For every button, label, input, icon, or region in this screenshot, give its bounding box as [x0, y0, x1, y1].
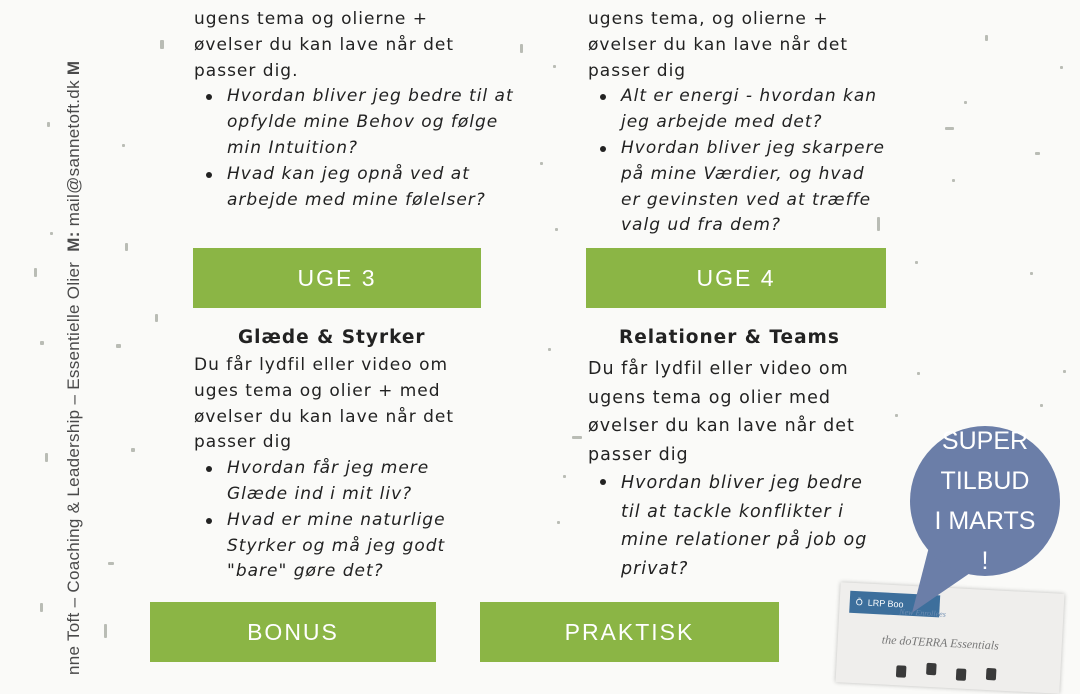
text-line: passer dig	[588, 60, 687, 81]
bubble-line: TILBUD	[940, 467, 1030, 495]
bullet-item: Alt er energi - hvordan kan jeg arbejde med det?	[621, 84, 888, 136]
business-line: Coaching & Leadership	[64, 409, 83, 593]
lrp-tag-label: LRP Boo	[867, 597, 904, 610]
text-line: øvelser du kan lave når det	[588, 34, 849, 55]
promo-subtitle: New Enrollees	[899, 607, 947, 619]
week1-description	[194, 7, 514, 213]
text-line: øvelser du kan lave når det	[194, 34, 455, 55]
separator: –	[64, 389, 83, 410]
week4-description	[588, 355, 888, 583]
text-line: Du får lydfil eller video om	[588, 359, 849, 379]
promo-title: the doTERRA Essentials	[881, 632, 1000, 653]
week2-description	[588, 7, 888, 239]
text-line: ugens tema og olier med	[588, 387, 831, 408]
text-line: ugens tema, og olierne +	[588, 9, 829, 29]
bubble-line: SUPER	[941, 427, 1029, 455]
bullet-item: Hvad er mine naturlige Styrker og må jeg godt "bare" gøre det?	[227, 508, 457, 585]
text-line: ugens tema og olierne +	[194, 9, 429, 29]
contact-sidebar	[64, 61, 84, 675]
separator: –	[64, 592, 83, 613]
offer-bubble[interactable]	[910, 426, 1060, 576]
text-line: øvelser du kan lave når det	[194, 406, 455, 427]
bottle-icon	[926, 663, 937, 676]
mail-label: M:	[64, 231, 83, 252]
bullet-item: Hvordan bliver jeg bedre til at tackle konflikter i mine relationer på job og privat?	[621, 469, 883, 583]
week3-heading: Glæde & Styrker	[238, 327, 426, 348]
week3-description	[194, 353, 514, 585]
bullet-item: Hvordan får jeg mere Glæde ind i mit liv?	[227, 456, 457, 508]
bubble-line: I MARTS	[934, 507, 1036, 535]
week3-bullets	[194, 456, 514, 585]
bullet-item: Hvordan bliver jeg skarpere på mine Værdier, og hvad er gevinsten ved at træffe valg ud fra dem?	[621, 136, 888, 239]
extra-label: M	[64, 60, 83, 76]
week4-heading: Relationer & Teams	[619, 327, 840, 348]
bullet-item: Hvad kan jeg opnå ved at arbejde med mine følelser?	[227, 162, 514, 214]
bottle-icon	[896, 665, 907, 678]
week3-button[interactable]: UGE 3	[193, 248, 481, 308]
bottle-icon	[986, 668, 997, 681]
text-line: passer dig	[194, 432, 293, 453]
doterra-logo-icon: Ō	[855, 597, 864, 608]
week4-bullets	[588, 469, 888, 583]
bubble-line: !	[981, 547, 989, 575]
bonus-button[interactable]: BONUS	[150, 602, 436, 662]
author-name: nne Toft	[64, 612, 83, 675]
bullet-item: Hvordan bliver jeg bedre til at opfylde mine Behov og følge min Intuition?	[227, 84, 514, 161]
product-line: Essentielle Olier	[64, 261, 83, 390]
text-line: øvelser du kan lave når det	[588, 416, 855, 436]
text-line: passer dig.	[194, 60, 299, 81]
text-line: uges tema og olier + med	[194, 380, 441, 401]
week4-button[interactable]: UGE 4	[586, 248, 886, 308]
text-line: passer dig	[588, 444, 689, 465]
text-line: Du får lydfil eller video om	[194, 355, 449, 375]
week1-bullets	[194, 84, 514, 213]
week2-bullets	[588, 84, 888, 239]
praktisk-button[interactable]: PRAKTISK	[480, 602, 779, 662]
mail-link[interactable]: mail@sannetoft.dk	[64, 80, 83, 227]
